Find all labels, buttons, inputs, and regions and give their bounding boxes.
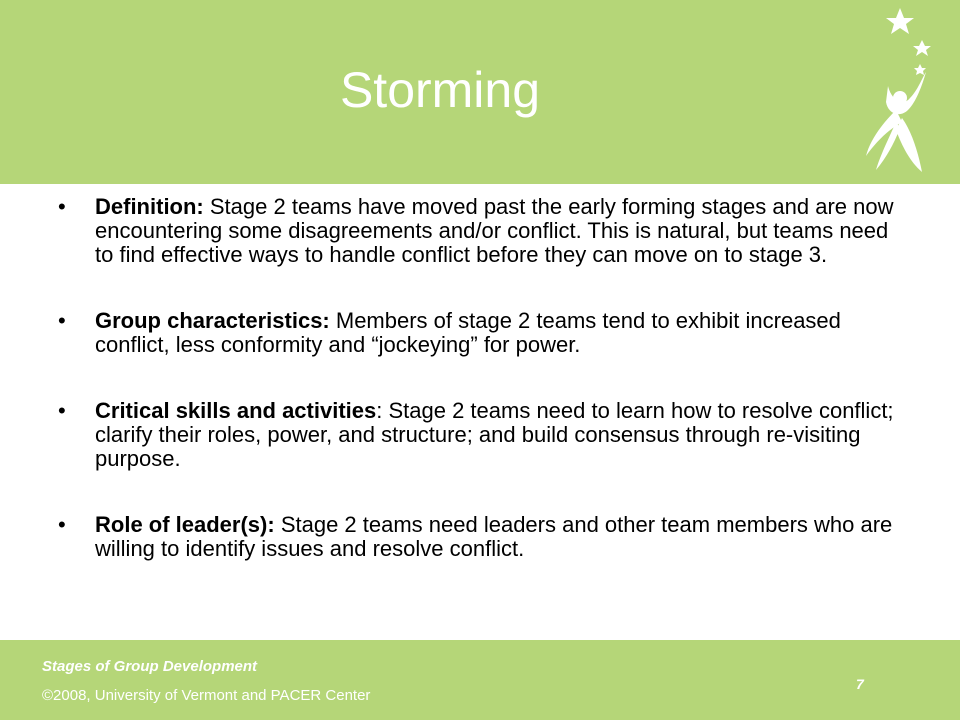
bullet-critical-skills (58, 399, 898, 471)
stars-and-figure-logo-icon (852, 6, 944, 178)
bullet-label: Critical skills and activities (95, 398, 377, 423)
bullet-text: Stage 2 teams have moved past the early forming stages and are now encountering some disagreements and/or conflict. This is natural, but teams need to find effective ways to handle conflict before they can move on to stage 3. (95, 194, 894, 267)
bullet-group-characteristics (58, 309, 898, 357)
footer-band (0, 640, 960, 720)
bullet-dot: • (58, 194, 66, 219)
page-number: 7 (856, 676, 864, 692)
bullet-label: Group characteristics: (95, 308, 330, 333)
bullet-role-of-leaders (58, 513, 898, 561)
bullet-text: Members of stage 2 teams tend to exhibit increased conflict, less conformity and “jockeying” for power. (95, 308, 841, 357)
footer-copyright: ©2008, University of Vermont and PACER Center (42, 687, 371, 704)
bullet-list (58, 195, 898, 603)
bullet-dot: • (58, 398, 66, 423)
bullet-text: : Stage 2 teams need to learn how to resolve conflict; clarify their roles, power, and structure; and build consensus through re-visiting purpose. (95, 398, 894, 471)
bullet-label: Role of leader(s): (95, 512, 275, 537)
bullet-dot: • (58, 308, 66, 333)
slide-title: Storming (339, 62, 541, 118)
bullet-definition (58, 195, 898, 267)
bullet-text: Stage 2 teams need leaders and other team members who are willing to identify issues and resolve conflict. (95, 512, 893, 561)
footer-title: Stages of Group Development (42, 658, 258, 675)
bullet-label: Definition: (95, 194, 204, 219)
bullet-dot: • (58, 512, 66, 537)
header-band (0, 0, 960, 184)
